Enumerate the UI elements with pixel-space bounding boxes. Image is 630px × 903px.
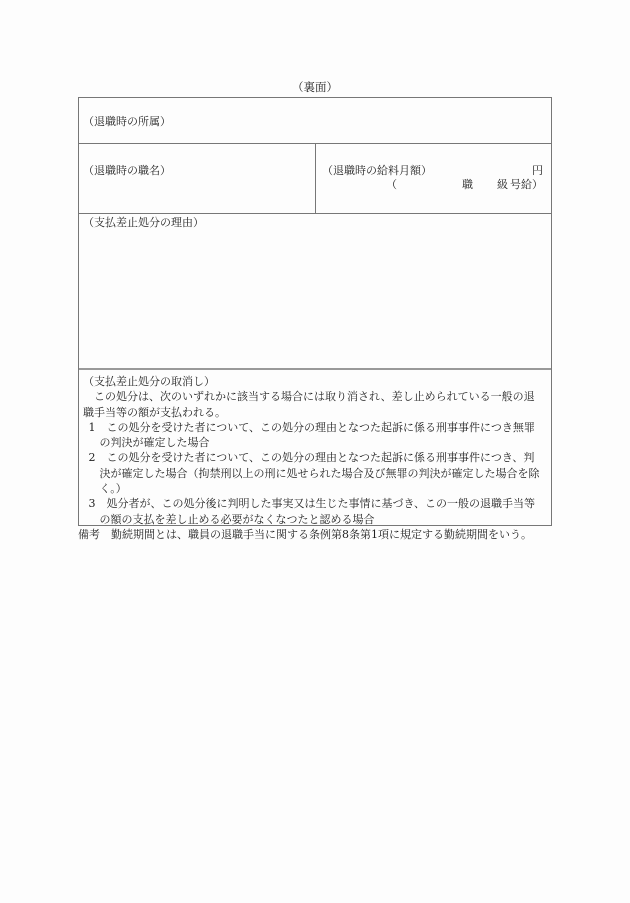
reason-label: （支払差止処分の理由） xyxy=(83,216,204,229)
cancellation-intro: この処分は、次のいずれかに該当する場合には取り消され、差し止められている一般の退職手当等の額が支払われる。 xyxy=(83,390,535,419)
cancellation-item-1: 1 この処分を受けた者について、この処分の理由となつた起訴に係る刑事事件につき無罪の判決が確定した場合 xyxy=(88,420,535,450)
salary-cell[interactable] xyxy=(322,164,543,192)
reason-row[interactable] xyxy=(79,214,551,370)
cancellation-item-3: 3 処分者が、この処分後に判明した事実又は生じた事情に基づき、この一般の退職手当等の額の支払を差し止める必要がなくなつたと認める場合 xyxy=(88,497,536,526)
form-table xyxy=(78,97,552,526)
grade-kyu: 級 xyxy=(497,178,508,191)
affiliation-row[interactable] xyxy=(79,98,551,144)
column-divider xyxy=(315,144,316,213)
yen-unit: 円 xyxy=(532,164,543,177)
position-label: （退職時の職名） xyxy=(83,164,171,177)
cancellation-row xyxy=(79,370,551,525)
grade-paren-open: （ xyxy=(386,178,397,191)
page-title: （裏面） xyxy=(292,80,338,94)
cancellation-item-2: 2 この処分を受けた者について、この処分の理由となつた起訴に係る刑事事件につき、判決が確定した場合（拘禁刑以上の刑に処せられた場合及び無罪の判決が確定した場合を除く。） xyxy=(88,451,540,496)
grade-gokyu: 号給） xyxy=(510,178,543,191)
position-salary-row xyxy=(79,144,551,214)
footnote: 備考 勤続期間とは、職員の退職手当に関する条例第8条第1項に規定する勤続期間をいう。 xyxy=(78,528,532,541)
salary-label: （退職時の給料月額） xyxy=(322,164,432,177)
grade-shoku: 職 xyxy=(462,178,473,191)
affiliation-label: （退職時の所属） xyxy=(83,115,171,128)
cancellation-label: （支払差止処分の取消し） xyxy=(83,375,215,388)
